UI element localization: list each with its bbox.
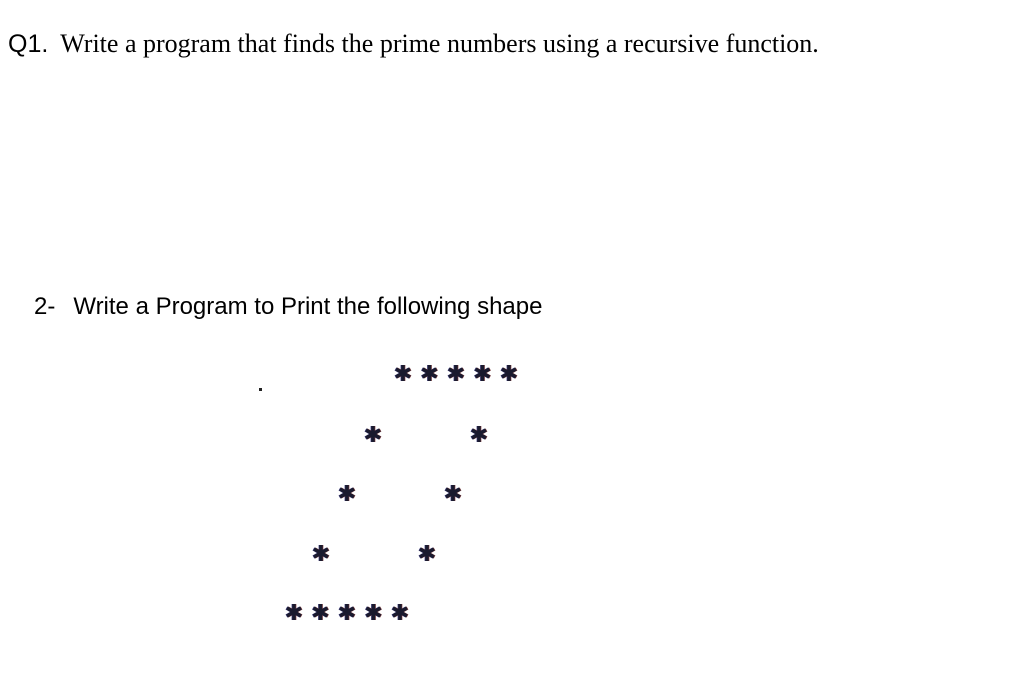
question-1: [8, 28, 819, 60]
question-2-number: 2-: [34, 293, 56, 320]
star-icon: ✱: [311, 542, 331, 567]
star-icon: ✱: [499, 362, 519, 387]
star-icon: ✱: [443, 482, 463, 507]
star-icon: ✱: [337, 482, 357, 507]
star-icon: ✱: [420, 362, 439, 387]
star-icon: ✱: [417, 542, 437, 567]
question-1-number: Q1.: [8, 30, 49, 58]
star-icon: ✱: [469, 423, 489, 448]
star-icon: ✱: [393, 362, 413, 387]
star-icon: ✱: [446, 362, 466, 387]
star-icon: ✱: [337, 601, 357, 626]
star-icon: ✱: [473, 362, 492, 387]
star-icon: ✱: [311, 601, 330, 626]
question-1-text: Write a program that finds the prime numbers using a recursive function.: [60, 29, 819, 58]
star-icon: ✱: [284, 601, 304, 626]
star-icon: ✱: [363, 423, 383, 448]
stray-dot: [259, 388, 262, 391]
question-2: [34, 292, 542, 322]
star-icon: ✱: [364, 601, 383, 626]
star-icon: ✱: [390, 601, 410, 626]
question-2-text: Write a Program to Print the following shape: [73, 293, 543, 320]
